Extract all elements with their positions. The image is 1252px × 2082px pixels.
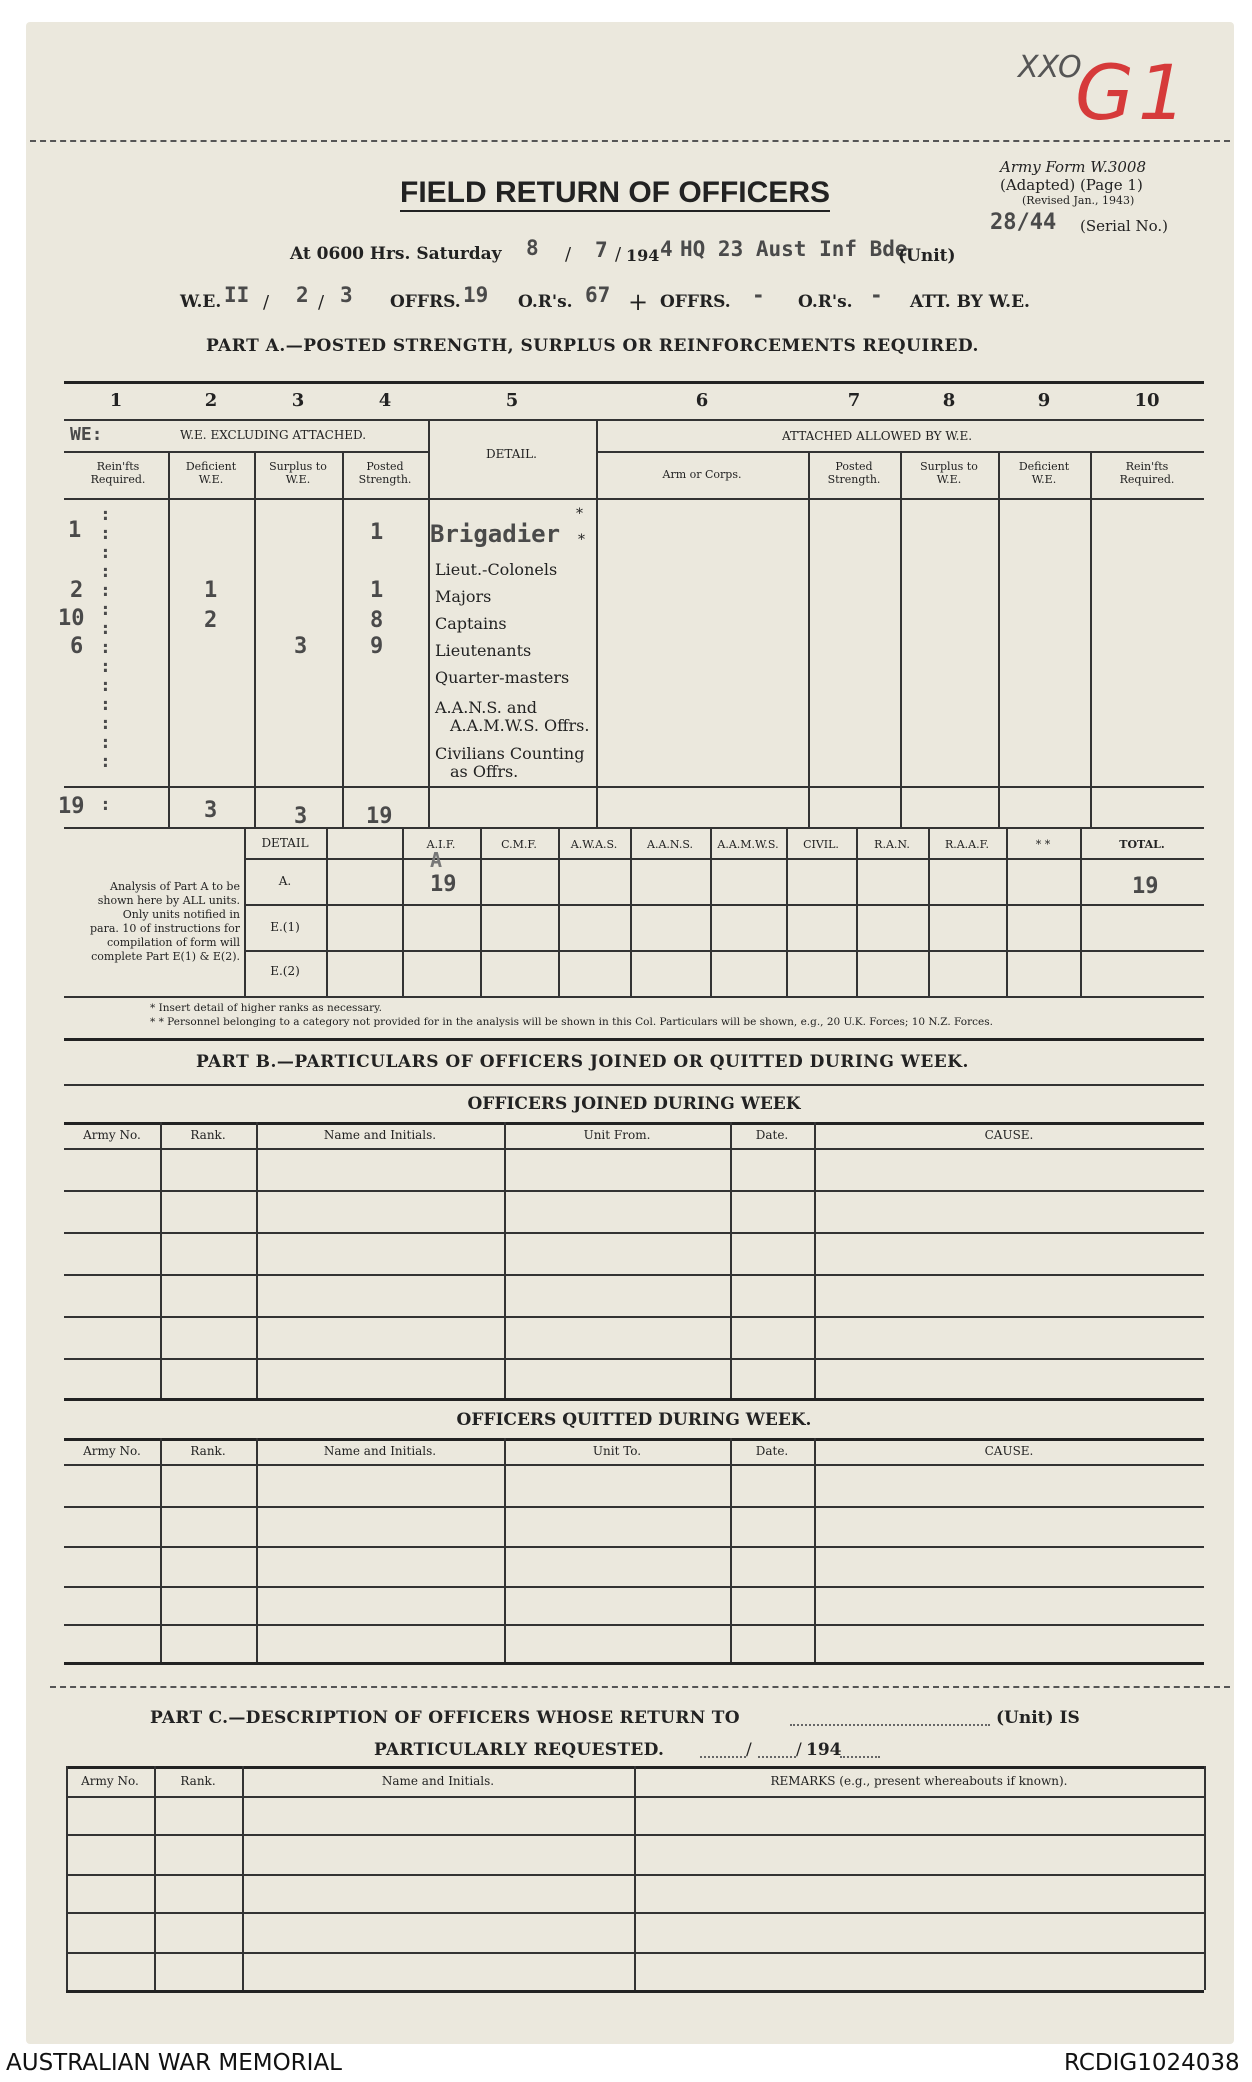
an-col-awas: A.W.A.S. (570, 838, 618, 851)
h-arm-corps: Arm or Corps. (662, 468, 742, 481)
c2-ltcol: 1 (204, 578, 218, 603)
note-line-2: shown here by ALL units. (97, 894, 240, 907)
j-v3 (504, 1122, 506, 1398)
an-col-ran: R.A.N. (874, 838, 910, 851)
part-a-rule-4 (64, 498, 1204, 500)
joined-col-unit: Unit From. (583, 1128, 651, 1142)
offrs-att-value: - (752, 283, 765, 307)
c1-lieutenants: 6 (70, 634, 84, 659)
c4-brigadier: 1 (370, 520, 384, 545)
quitted-title: OFFICERS QUITTED DURING WEEK. (456, 1410, 812, 1430)
part-c-line1: PART C.—DESCRIPTION OF OFFICERS WHOSE RETURN TO (150, 1708, 740, 1728)
pencil-mark: XXO (1018, 50, 1082, 85)
rank-qm: Quarter-masters (435, 668, 570, 687)
offrs-att-label: OFFRS. (660, 292, 731, 312)
part-c-unit-is: (Unit) IS (996, 1708, 1080, 1728)
part-b-rule (64, 1084, 1204, 1086)
att-by-we-label: ATT. BY W.E. (910, 292, 1030, 312)
part-a-rule-6 (64, 827, 1204, 829)
date-slash: / (565, 244, 572, 265)
joined-top (64, 1122, 1204, 1125)
an-col-raaf: R.A.A.F. (944, 838, 990, 851)
joined-col-rank: Rank. (190, 1128, 226, 1142)
part-c-bottom (66, 1990, 1204, 1993)
col-num-9: 9 (1037, 390, 1051, 411)
ors-att-label: O.R's. (798, 292, 853, 312)
ors-value: 67 (585, 283, 611, 307)
col-num-3: 3 (291, 390, 305, 411)
quitted-h4 (64, 1586, 1204, 1588)
j-v2 (256, 1122, 258, 1398)
aif-mark: A (430, 848, 443, 872)
an-h2 (244, 904, 1204, 906)
an-row-a: A. (278, 874, 292, 888)
c1-brigadier: 1 (68, 518, 82, 543)
an-v8 (856, 827, 858, 997)
serial-value: 28/44 (990, 210, 1057, 235)
part-c-slash: / (746, 1740, 752, 1760)
part-c-unit-blank (790, 1724, 990, 1726)
quitted-col-armyno: Army No. (83, 1444, 141, 1458)
serial-label: (Serial No.) (1080, 217, 1168, 235)
q-v5 (814, 1438, 816, 1662)
part-b-title: PART B.—PARTICULARS OF OFFICERS JOINED OR QUITTED DURING WEEK. (196, 1052, 969, 1072)
v8 (998, 451, 1000, 827)
we-b: 2 (296, 283, 309, 307)
h-reinf-2: Rein'fts Required. (1119, 460, 1175, 486)
c4-ltcol: 1 (370, 578, 384, 603)
analysis-note (66, 880, 240, 964)
q-v1 (160, 1438, 162, 1662)
rank-civ-offrs: as Offrs. (450, 762, 519, 781)
quitted-col-rank: Rank. (190, 1444, 226, 1458)
form-adapted: (Adapted) (Page 1) (1000, 176, 1143, 194)
col-num-1: 1 (109, 390, 123, 411)
an-detail-header: DETAIL (261, 836, 309, 850)
joined-h6 (64, 1358, 1204, 1360)
footer-bar (0, 2044, 1252, 2082)
quitted-top (64, 1438, 1204, 1441)
h-surplus: Surplus to W.E. (269, 460, 327, 486)
attached-header: ATTACHED ALLOWED BY W.E. (782, 429, 973, 443)
an-col-other: * * (1035, 838, 1051, 851)
quitted-h2 (64, 1506, 1204, 1508)
an-col-cmf: C.M.F. (501, 838, 537, 851)
army-form-number: Army Form W.3008 (1000, 158, 1146, 176)
offrs-value: 19 (463, 283, 489, 307)
total-c4: 19 (366, 804, 393, 829)
date-slash-2: / (615, 244, 622, 265)
perforation-middle (50, 1686, 1230, 1688)
quitted-h1 (64, 1464, 1204, 1466)
ors-att-value: - (870, 283, 883, 307)
an-col-total: TOTAL. (1119, 838, 1165, 851)
month-value: 7 (595, 238, 608, 262)
h-deficient-2: Deficient W.E. (1018, 460, 1070, 486)
rank-majors: Majors (435, 587, 492, 606)
c4-lieutenants: 9 (370, 634, 384, 659)
v9 (1090, 451, 1092, 827)
an-col-civil: CIVIL. (803, 838, 839, 851)
an-v4 (558, 827, 560, 997)
part-a-top-rule (64, 381, 1204, 384)
rank-ltcol: Lieut.-Colonels (435, 560, 558, 579)
footnote-2: * * Personnel belonging to a category not provided for in the analysis will be shown in this Col. Particulars will be shown, e.g., 20 U.K. Forces; 10 N.Z. Forces. (150, 1016, 993, 1028)
detail-header: DETAIL. (486, 447, 537, 461)
joined-h1 (64, 1148, 1204, 1150)
rank-civilians: Civilians Counting (435, 744, 585, 763)
joined-col-cause: CAUSE. (984, 1128, 1034, 1142)
we-a: II (224, 283, 250, 307)
c2-captains: 2 (204, 608, 218, 633)
quitted-col-cause: CAUSE. (984, 1444, 1034, 1458)
part-c-col-remarks: REMARKS (e.g., present whereabouts if known). (770, 1774, 1068, 1788)
c-v4 (1204, 1766, 1206, 1990)
perforation-top (30, 140, 1230, 142)
col-num-5: 5 (505, 390, 519, 411)
j-v4 (730, 1122, 732, 1398)
part-c-date-blank-2 (758, 1756, 796, 1758)
an-v3 (480, 827, 482, 997)
col-num-6: 6 (695, 390, 709, 411)
quitted-h3 (64, 1546, 1204, 1548)
col-num-4: 4 (378, 390, 392, 411)
time-day-label: At 0600 Hrs. Saturday (290, 244, 502, 264)
year-digit: 4 (660, 237, 673, 261)
joined-col-armyno: Army No. (83, 1128, 141, 1142)
unit-label: (Unit) (898, 246, 956, 266)
unit-value: HQ 23 Aust Inf Bde (680, 237, 908, 261)
c-v0 (66, 1766, 68, 1990)
footnote-1: * Insert detail of higher ranks as necessary. (150, 1002, 382, 1014)
an-h4 (64, 996, 1204, 998)
an-h3 (244, 950, 1204, 952)
footer-left: AUSTRALIAN WAR MEMORIAL (6, 2050, 342, 2076)
v4 (428, 419, 430, 827)
v1 (168, 451, 170, 827)
part-c-date-blank-1 (700, 1756, 746, 1758)
we-slash-2: / (318, 292, 325, 313)
star-1: * (576, 506, 583, 522)
note-line-6: complete Part E(1) & E(2). (91, 950, 240, 963)
total-c1-colon: : (100, 794, 111, 815)
plus-sign: + (628, 288, 649, 316)
an-v6 (710, 827, 712, 997)
c3-lieutenants: 3 (294, 634, 308, 659)
form-title: FIELD RETURN OF OFFICERS (400, 176, 830, 212)
an-col-aif: A.I.F. (426, 838, 456, 851)
total-c3: 3 (294, 804, 308, 829)
part-c-year: 194 (806, 1740, 842, 1760)
joined-col-date: Date. (755, 1128, 789, 1142)
offrs-label: OFFRS. (390, 292, 461, 312)
h-posted: Posted Strength. (358, 460, 412, 486)
rank-captains: Captains (435, 614, 507, 633)
part-c-line2: PARTICULARLY REQUESTED. (374, 1740, 665, 1760)
quitted-col-unit: Unit To. (592, 1444, 642, 1458)
quitted-h5 (64, 1624, 1204, 1626)
we-label: W.E. (180, 292, 222, 312)
joined-h2 (64, 1190, 1204, 1192)
an-v10 (1006, 827, 1008, 997)
part-a-rule-2 (64, 419, 1204, 421)
rank-lieutenants: Lieutenants (435, 641, 532, 660)
v3 (342, 451, 344, 827)
joined-h4 (64, 1274, 1204, 1276)
v7 (900, 451, 902, 827)
q-v4 (730, 1438, 732, 1662)
ors-label: O.R's. (518, 292, 573, 312)
we-slash-1: / (263, 292, 270, 313)
rank-aamws: A.A.M.W.S. Offrs. (450, 716, 590, 735)
q-v3 (504, 1438, 506, 1662)
year-prefix: 194 (626, 246, 660, 265)
c1-captains: 10 (58, 606, 85, 631)
c4-captains: 8 (370, 608, 384, 633)
part-a-bottom-rule (64, 1038, 1204, 1041)
c1-ltcol: 2 (70, 578, 84, 603)
joined-h3 (64, 1232, 1204, 1234)
part-c-col-name: Name and Initials. (381, 1774, 495, 1788)
rank-brigadier: Brigadier (430, 520, 561, 548)
col-num-7: 7 (847, 390, 861, 411)
h-posted-2: Posted Strength. (827, 460, 881, 486)
rank-aans: A.A.N.S. and (435, 698, 537, 717)
an-v7 (786, 827, 788, 997)
quitted-bottom (64, 1662, 1204, 1665)
note-line-5: compilation of form will (106, 936, 240, 949)
total-c1: 19 (58, 794, 85, 819)
col-num-10: 10 (1134, 390, 1160, 411)
note-line-1: Analysis of Part A to be (110, 880, 240, 893)
col-num-8: 8 (942, 390, 956, 411)
an-v1 (326, 827, 328, 997)
v5 (596, 419, 598, 827)
part-a-rule-3 (64, 451, 428, 453)
an-col-aamws: A.A.M.W.S. (717, 838, 779, 851)
col1-colon-marks: : : : : : : : : : : : : : : (100, 504, 111, 772)
h-reinf: Rein'fts Required. (90, 460, 146, 486)
an-h1 (244, 858, 1204, 860)
part-c-slash-2: / (796, 1740, 802, 1760)
part-a-title: PART A.—POSTED STRENGTH, SURPLUS OR REINFORCEMENTS REQUIRED. (206, 336, 979, 356)
footer-right: RCDIG1024038 (1064, 2050, 1240, 2076)
j-v1 (160, 1122, 162, 1398)
an-col-aans: A.A.N.S. (647, 838, 693, 851)
part-c-col-rank: Rank. (180, 1774, 216, 1788)
h-surplus-2: Surplus to W.E. (920, 460, 978, 486)
part-c-year-blank (840, 1756, 880, 1758)
j-v5 (814, 1122, 816, 1398)
we-c: 3 (340, 283, 353, 307)
col-num-2: 2 (204, 390, 218, 411)
an-v5 (630, 827, 632, 997)
c-v1 (154, 1766, 156, 1990)
note-line-3: Only units notified in (122, 908, 240, 921)
v6 (808, 451, 810, 827)
quitted-col-name: Name and Initials. (323, 1444, 437, 1458)
red-stamp-code: G1 (1075, 48, 1191, 137)
day-value: 8 (526, 236, 539, 260)
an-v9 (928, 827, 930, 997)
star-2: * (578, 532, 585, 548)
c-v2 (242, 1766, 244, 1990)
joined-col-name: Name and Initials. (323, 1128, 437, 1142)
joined-title: OFFICERS JOINED DURING WEEK (467, 1094, 801, 1114)
h-deficient: Deficient W.E. (185, 460, 237, 486)
aif-value: 19 (430, 872, 457, 897)
c-v3 (634, 1766, 636, 1990)
quitted-col-date: Date. (755, 1444, 789, 1458)
an-v11 (1080, 827, 1082, 997)
we-excluding-header: W.E. EXCLUDING ATTACHED. (180, 428, 367, 442)
note-line-4: para. 10 of instructions for (89, 922, 240, 935)
v2 (254, 451, 256, 827)
we-mark: WE: (70, 424, 103, 445)
an-row-e2: E.(2) (270, 964, 300, 978)
joined-bottom (64, 1398, 1204, 1401)
total-value: 19 (1132, 874, 1159, 899)
total-c2: 3 (204, 798, 218, 823)
part-a-rule-5 (64, 786, 1204, 788)
part-c-col-armyno: Army No. (81, 1774, 139, 1788)
an-row-e1: E.(1) (270, 920, 300, 934)
form-revised: (Revised Jan., 1943) (1022, 194, 1135, 207)
an-v2 (402, 827, 404, 997)
q-v2 (256, 1438, 258, 1662)
joined-h5 (64, 1316, 1204, 1318)
